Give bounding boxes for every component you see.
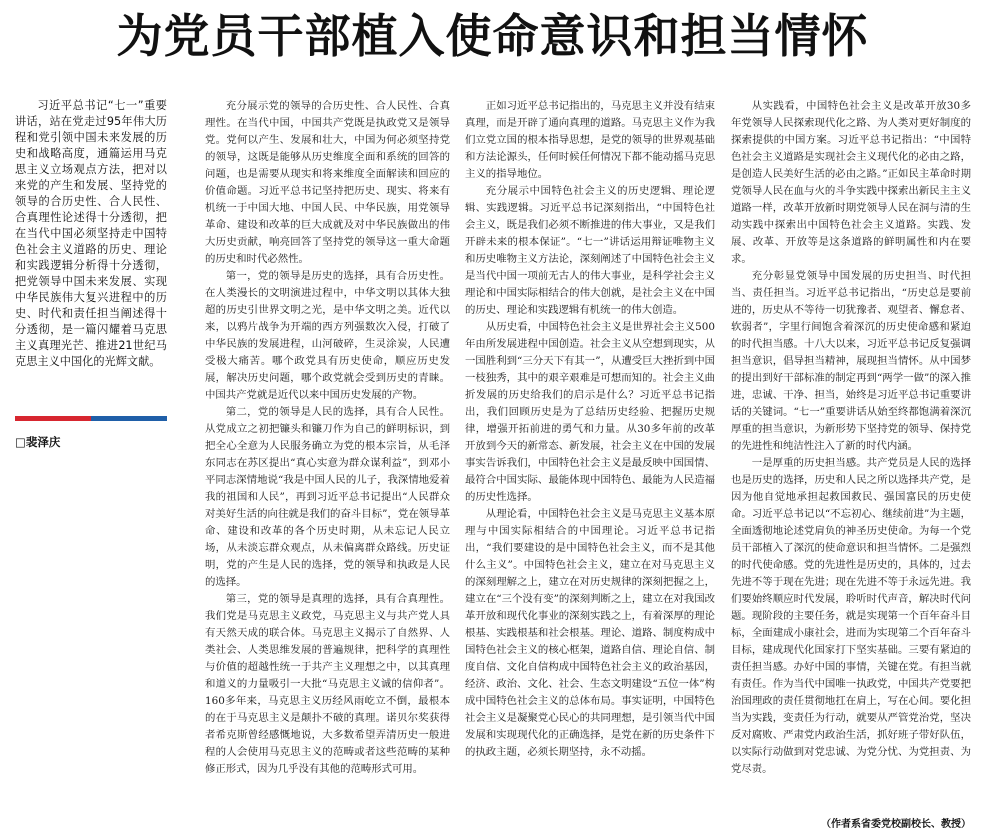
author-affiliation: （作者系省委党校副校长、教授）: [821, 819, 971, 830]
paragraph: 从历史看，中国特色社会主义是世界社会主义500年由所发展进程中国创造。社会主义从空想到现实，从一国胜利到“三分天下有其一”，从遭受巨大挫折到中国一枝独秀，其中的艰辛艰难是可想而知的。社会主义曲折发展的历史给我们的启示是什么？习近平总书记指出，我们回顾历史是为了总结历史经验、把握历史规律，增强开拓前进的勇气和力量。从30多年前的改革开放到今天的新常态、新发展，社会主义在中国的发展事实告诉我们，中国特色社会主义是最反映中国国情、最符合中国实际、最能体现中国特色、最能为人民造福的历史性选择。: [465, 321, 715, 503]
paragraph: 从实践看，中国特色社会主义是改革开放30多年党领导人民探索现代化之路、为人类对更好制度的探索提供的中国方案。习近平总书记指出：“中国特色社会主义道路是实现社会主义现代化的必由之路，是创造人民美好生活的必由之路。”正如民主革命时期党领导人民在血与火的斗争实践中探索出新民主主义道路一样，改革开放新时期党领导人民在洞与清的生动实践中探索出中国特色社会主义道路。实践、发展、改革、开放等是这条道路的鲜明属性和内在要求。: [731, 100, 971, 265]
paragraph: 从理论看，中国特色社会主义是马克思主义基本原理与中国实际相结合的中国理论。习近平总书记指出，“我们要建设的是中国特色社会主义，而不是其他什么主义”。中国特色社会主义，建立在对马克思主义的深刻理解之上，建立在对历史规律的深刻把握之上，建立在“三个没有变”的深刻判断之上，建立在对我国改革开放和现代化事业的深刻实践之上，有着深厚的理论根基、实践根基和社会根基。理论、道路、制度构成中国特色社会主义的核心框架，道路自信、理论自信、制度自信、文化自信构成中国特色社会主义的政治基因，经济、政治、文化、社会、生态文明建设“五位一体”构成中国特色社会主义的总体布局。事实证明，中国特色社会主义是凝聚党心民心的共同理想，是引领当代中国发展和实现现代化的正确选择，是党在新的历史条件下的执政主题，必须长期坚持，永不动摇。: [465, 508, 715, 758]
paragraph: 正如习近平总书记指出的，马克思主义并没有结束真理，而是开辟了通向真理的道路。马克思主义作为我们立党立国的根本指导思想，是党的领导的世界观基础和方法论源头，任何时候任何情况下都不能动摇马克思主义的指导地位。: [465, 100, 715, 180]
paragraph: 第一，党的领导是历史的选择，具有合历史性。在人类漫长的文明演进过程中，中华文明以其体大独超的历史引世界文明之光，是中华文明之美。近代以来，以鸦片战争为开端的西方列强数次入侵，打破了中华民族的发展进程，山河破碎，生灵涂炭，人民遭受极大痛苦。哪个政党具有历史使命，顺应历史发展，解决历史问题，哪个政党就会受到历史的青睐。中国共产党就是近代以来中国历史发展的产物。: [205, 270, 450, 401]
paragraph: 第二，党的领导是人民的选择，具有合人民性。从党成立之初把镰头和镰刀作为自己的鲜明标识，到把全心全意为人民服务确立为党的根本宗旨，从毛泽东同志在苏区提出“真心实意为群众谋利益”，到邓小平同志深情地说“我是中国人民的儿子，我深情地爱着我的祖国和人民”，再到习近平总书记提出“人民群众对美好生活的向往就是我们的奋斗目标”，党在领导革命、建设和改革的各个历史时期，从未忘记人民立场，从未淡忘群众观点，从未偏离群众路线。历史证明，党的产生是人民的选择，党的领导和执政是人民的选择。: [205, 406, 450, 588]
paragraph: 充分展示中国特色社会主义的历史逻辑、理论逻辑、实践逻辑。习近平总书记深刻指出，“中国特色社会主义，既是我们必须不断推进的伟大事业，又是我们开辟未来的根本保证”。“七一”讲话运用辩证唯物主义和历史唯物主义方法论，深刻阐述了中国特色社会主义是当代中国一项前无古人的伟大事业，是科学社会主义理论和中国实际相结合的伟大创就，是社会主义在中国的历史、理论和实践逻辑有机统一的伟大创造。: [465, 185, 715, 316]
paragraph: 充分彰显党领导中国发展的历史担当、时代担当、责任担当。习近平总书记指出，“历史总是要前进的，历史从不等待一切犹豫者、观望者、懈怠者、软弱者”，字里行间饱含着深沉的历史使命感和紧迫的时代担当感。十八大以来，习近平总书记反复强调担当意识，倡导担当精神，展现担当情怀。从中国梦的提出到好干部标准的制定再到“两学一做”的深入推进，忠诚、干净、担当，始终是习近平总书记重要讲话的关键词。“七一”重要讲话从始至终都饱满着深沉厚重的担当意识，为新形势下坚持党的领导、保持党的先进性和纯洁性注入了新的时代内涵。: [731, 270, 971, 452]
paragraph: 充分展示党的领导的合历史性、合人民性、合真理性。在当代中国，中国共产党既是执政党又是领导党。党何以产生、发展和壮大，中国为何必须坚持党的领导，这既是能够从历史维度全面和系统的回答的问题，也是需要从现实和将来维度全面解读和回应的价值命题。习近平总书记坚持把历史、现实、将来有机统一于中国大地、中国人民、中华民族，用党领导革命、建设和改革的巨大成就及对中华民族做出的伟大历史贡献，响亮回答了坚持党的领导这一重大命题的历史和时代必然性。: [205, 100, 450, 265]
body-column-1: [205, 98, 450, 833]
lead-column: [15, 98, 167, 390]
body-column-2: [465, 98, 715, 833]
color-rule: [15, 416, 167, 421]
paragraph: 一是厚重的历史担当感。共产党员是人民的选择也是历史的选择，历史和人民之所以选择共产党，是因为他自觉地承担起救国救民、强国富民的历史使命。习近平总书记以“不忘初心、继续前进”为主题，全面透彻地论述党肩负的神圣历史使命。为每一个党员干部植入了深沉的使命意识和担当情怀。二是强烈的时代使命感。党的先进性是历史的，具体的，过去先进不等于现在先进；现在先进不等于永远先进。我们要始终顺应时代发展，聆听时代声音，解决时代问题。现阶段的主要任务，就是实现第一个百年奋斗目标，全面建成小康社会，进而为实现第二个百年奋斗目标，建成现代化国家打下坚实基础。三要有紧迫的责任担当感。办好中国的事情，关键在党。有担当就有责任。作为当代中国唯一执政党，中国共产党要把治国理政的责任贯彻地扛在肩上，写在心间。要化担当为实践，变责任为行动，就要从严管党治党，坚决反对腐败、严肃党内政治生活，抓好班子带好队伍，以实际行动做到对党忠诚、为党分忧、为党担责、为党尽责。: [731, 457, 971, 775]
paragraph: 第三，党的领导是真理的选择，具有合真理性。我们党是马克思主义政党，马克思主义与共产党人具有天然天成的联合体。马克思主义揭示了自然界、人类社会、人类思维发展的普遍规律，把科学的真理性与价值的超越性统一于共产主义理想之中，以其真理和道义的力量吸引一大批“马克思主义诚的信仰者”。160多年来，马克思主义历经风雨屹立不倒，最根本的在于马克思主义是颠扑不破的真理。诺贝尔奖获得者希克斯曾经感慨地说，大多数希望弄清历史一般进程的人会使用马克思主义的范畴或者这些范畴的某种修正形式，因为几乎没有其他的范畴形式可用。: [205, 593, 450, 775]
lead-paragraph: 习近平总书记“七一”重要讲话，站在党走过95年伟大历程和党引领中国未来发展的历史和战略高度，通篇运用马克思主义立场观点方法，把对以来党的产生和发展、坚持党的领导的合历史性、合人民性、合真理性论述得十分透彻，把在当代中国必须坚持走中国特色社会主义道路的历史、理论和实践逻辑分析得十分透彻，把党领导中国未来发展、实现中华民族伟大复兴进程中的历史、时代和责任担当阐述得十分透彻，是一篇闪耀着马克思主义真理光芒、推进21世纪马克思主义中国化的光辉文献。: [15, 99, 167, 368]
headline: 为党员干部植入使命意识和担当情怀: [116, 9, 869, 63]
byline: □裴泽庆: [15, 435, 61, 449]
body-column-3: [731, 98, 971, 812]
